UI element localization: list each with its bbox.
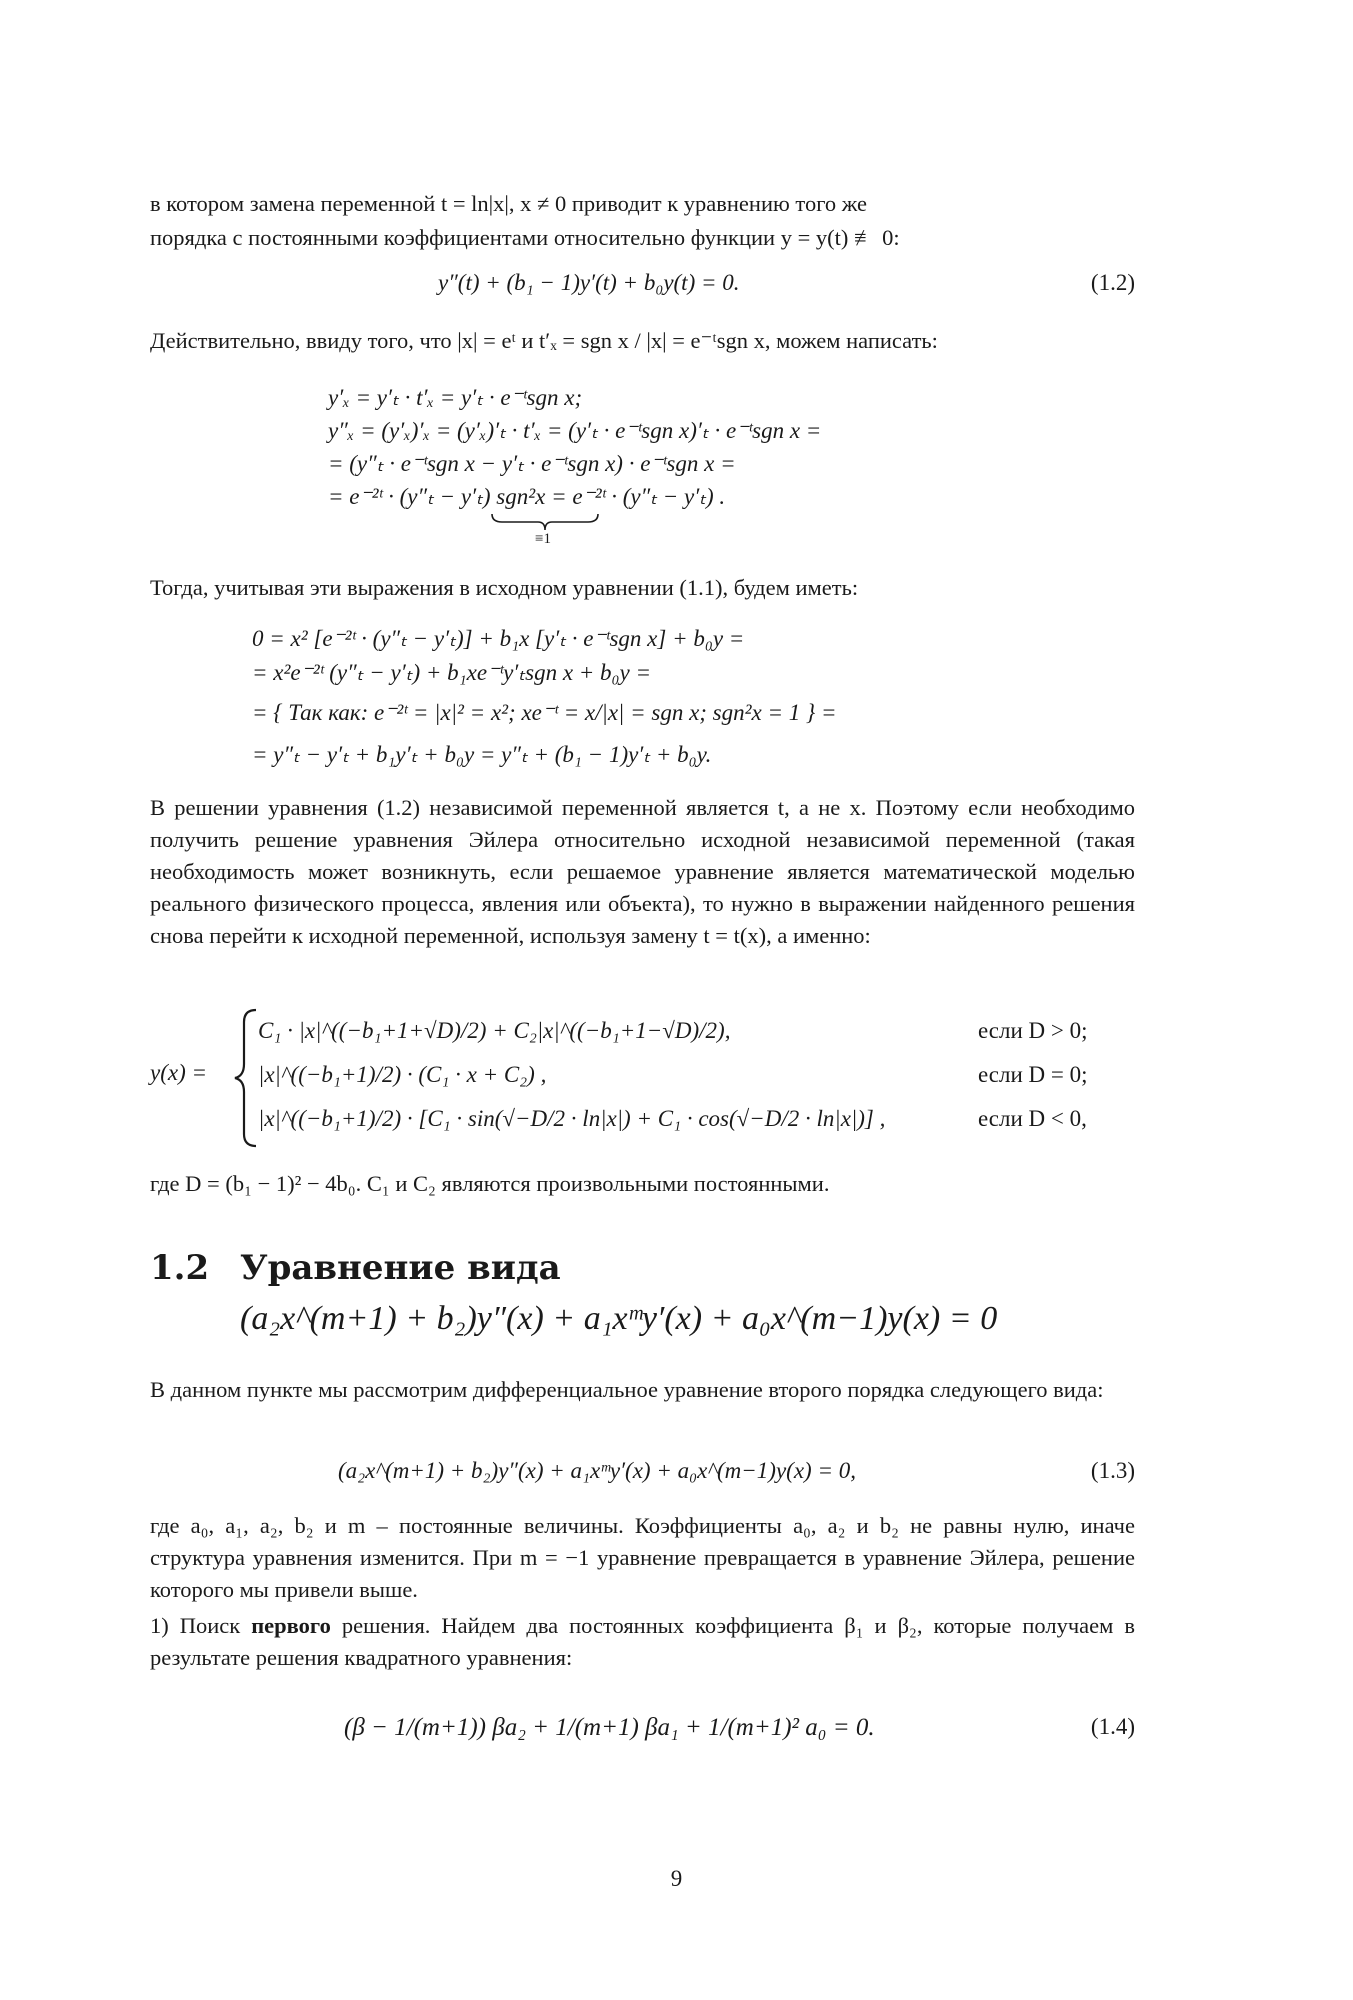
then-line: Тогда, учитывая эти выражения в исходном уравнении (1.1), будем иметь: xyxy=(150,575,859,600)
case-2-expression: |x|^((−b₁+1)/2) · (C₁ · x + C₂) , xyxy=(258,1062,547,1087)
indeed-line: Действительно, ввиду того, что |x| = eᵗ и t′ₓ = sgn x / |x| = e⁻ᵗsgn x, можем написать: xyxy=(150,328,938,353)
intro-line-1: в котором замена переменной t = ln|x|, x ≠ 0 приводит к уравнению того же xyxy=(150,191,868,216)
derivative-line-2: y″ₓ = (y′ₓ)′ₓ = (y′ₓ)′ₜ · t′ₓ = (y′ₜ · e⁻ᵗsgn x)′ₜ · e⁻ᵗsgn x = xyxy=(328,418,822,443)
equation-1-2-label: (1.2) xyxy=(1090,270,1135,295)
substitution-line-4: = y″ₜ − y′ₜ + b₁y′ₜ + b₀y = y″ₜ + (b₁ − 1)y′ₜ + b₀y. xyxy=(252,742,712,767)
case-3-expression: |x|^((−b₁+1)/2) · [C₁ · sin(√−D/2 · ln|x|) + C₁ · cos(√−D/2 · ln|x|)] , xyxy=(258,1106,886,1131)
constants-paragraph: где a₀, a₁, a₂, b₂ и m – постоянные величины. Коэффициенты a₀, a₂ и b₂ не равны нулю, иначе структура уравнения изменится. При m = −1 уравнение превращается в уравнение Эйлера, решение которого мы привели выше. xyxy=(150,1513,1135,1602)
equation-1-2: y″(t) + (b₁ − 1)y′(t) + b₀y(t) = 0. xyxy=(438,270,740,295)
equation-1-3: (a₂x^(m+1) + b₂)y″(x) + a₁xᵐy′(x) + a₀x^(m−1)y(x) = 0, xyxy=(338,1458,856,1483)
section-equation: (a₂x^(m+1) + b₂)y″(x) + a₁xᵐy′(x) + a₀x^(m−1)y(x) = 0 xyxy=(240,1300,998,1337)
equation-1-4-label: (1.4) xyxy=(1090,1714,1135,1739)
page-number: 9 xyxy=(670,1866,683,1891)
substitution-line-2: = x²e⁻²ᵗ (y″ₜ − y′ₜ) + b₁xe⁻ᵗy′ₜsgn x + b₀y = xyxy=(252,660,652,685)
section-title: Уравнение вида xyxy=(240,1248,561,1288)
derivative-line-4: = e⁻²ᵗ · (y″ₜ − y′ₜ) sgn²x = e⁻²ᵗ · (y″ₜ − y′ₜ) . xyxy=(328,484,726,509)
derivative-line-1: y′ₓ = y′ₜ · t′ₓ = y′ₜ · e⁻ᵗsgn x; xyxy=(328,385,583,410)
step-1-paragraph: 1) Поиск первого решения. Найдем два постоянных коэффициента β₁ и β₂, которые получаем в результате решения квадратного уравнения: xyxy=(150,1613,1135,1670)
left-brace xyxy=(232,1008,260,1148)
piecewise-lhs: y(x) = xyxy=(150,1060,208,1085)
equation-1-3-label: (1.3) xyxy=(1090,1458,1135,1483)
derivative-line-3: = (y″ₜ · e⁻ᵗsgn x − y′ₜ · e⁻ᵗsgn x) · e⁻ᵗsgn x = xyxy=(328,451,736,476)
solution-paragraph: В решении уравнения (1.2) независимой переменной является t, а не x. Поэтому если необходимо получить решение уравнения Эйлера относительно исходной независимой переменной (такая необходимость может возникнуть, если решаемое уравнение является математической моделью реального физического процесса, явления или объекта), то нужно в выражении найденного решения снова перейти к исходной переменной, используя замену t = t(x), а именно: xyxy=(150,795,1135,948)
section-number: 1.2 xyxy=(150,1248,210,1288)
equation-1-4: (β − 1/(m+1)) βa₂ + 1/(m+1) βa₁ + 1/(m+1)² a₀ = 0. xyxy=(344,1714,875,1741)
substitution-line-3: = { Так как: e⁻²ᵗ = |x|² = x²; xe⁻ᵗ = x/|x| = sgn x; sgn²x = 1 } = xyxy=(252,700,837,725)
case-1-condition: если D > 0; xyxy=(978,1018,1088,1043)
case-1-expression: C₁ · |x|^((−b₁+1+√D)/2) + C₂|x|^((−b₁+1−√D)/2), xyxy=(258,1018,731,1043)
substitution-line-1: 0 = x² [e⁻²ᵗ · (y″ₜ − y′ₜ)] + b₁x [y′ₜ · e⁻ᵗsgn x] + b₀y = xyxy=(252,626,745,651)
case-2-condition: если D = 0; xyxy=(978,1062,1088,1087)
step-1-bold-word: первого xyxy=(251,1613,331,1638)
where-line: где D = (b₁ − 1)² − 4b₀. C₁ и C₂ являются произвольными постоянными. xyxy=(150,1171,830,1196)
underbrace-label: ≡1 xyxy=(535,531,551,547)
intro-line-2: порядка с постоянными коэффициентами относительно функции y = y(t) ≢ 0: xyxy=(150,225,900,250)
section-intro-paragraph: В данном пункте мы рассмотрим дифференциальное уравнение второго порядка следующего вида: xyxy=(150,1377,1104,1402)
case-3-condition: если D < 0, xyxy=(978,1106,1087,1131)
